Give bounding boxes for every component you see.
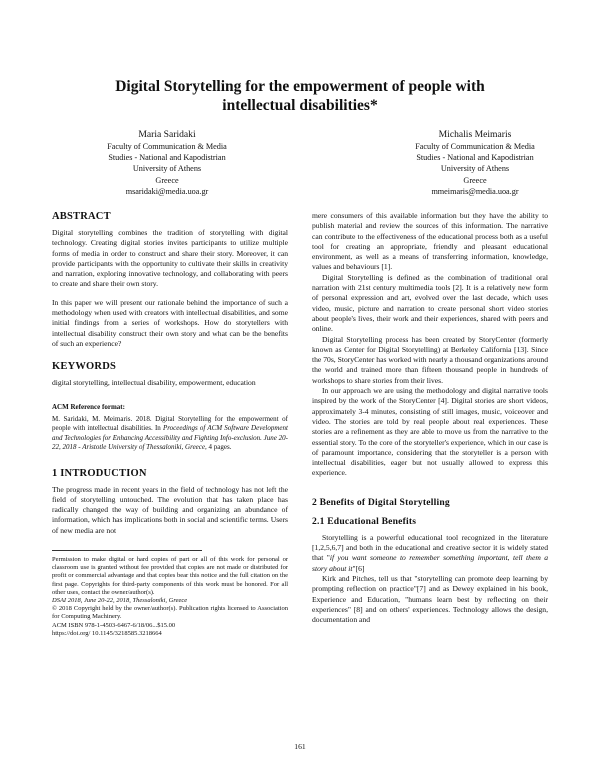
author-block-2 xyxy=(360,128,590,197)
footnote-permission: Permission to make digital or hard copies of part or all of this work for personal or classroom use is granted without fee provided that copies are not made or distributed for profit or commercial advantage and that copies bear this notice and the full citation on the first page. Copyrights for third-party components of this work must be honored. For all other uses, contact the owner/author(s). xyxy=(52,556,288,596)
author-email: mmeimaris@media.uoa.gr xyxy=(431,186,519,196)
title-line-2: intellectual disabilities* xyxy=(222,97,378,114)
author-dept: Studies - National and Kapodistrian xyxy=(108,153,226,163)
author-country: Greece xyxy=(155,175,179,185)
acm-reference-italic: Proceedings of ACM Software Development and Technologies for Enhancing Accessibility and Fighting Info-exclusion. June 20-22, 2018 - Aristotle University of Thessaloniki, Greece, xyxy=(52,424,288,452)
author-name: Maria Saridaki xyxy=(138,129,196,140)
author-name: Michalis Meimaris xyxy=(438,129,512,140)
body-paragraph: In our approach we are using the methodology and digital narrative tools inspired by the work of the StoryCenter [4]. Digital stories are short videos, approximately 3-4 minutes, consisting of still images, music, voiceover and video. The stories are told by real people about real experiences. These stories are a refinement as they are able to move us from the narrative to the essential story. To the core of the storyteller's experience, which in our case is of paramount importance, considering that the storyteller is a person with intellectual disabilities, eager but not usually allowed to express this experience. xyxy=(312,386,548,478)
acm-reference-plain: M. Saridaki, M. Meimaris. 2018. Digital Storytelling for the empowerment of people with intellectual disabilities. In xyxy=(52,414,288,433)
page-number: 161 xyxy=(294,742,306,751)
acm-reference-text xyxy=(52,415,288,453)
right-column xyxy=(312,211,548,625)
footnote-rule xyxy=(52,550,202,551)
section-2-heading: 2 Benefits of Digital Storytelling xyxy=(312,496,450,508)
acm-reference-heading: ACM Reference format: xyxy=(52,402,125,411)
abstract-heading: ABSTRACT xyxy=(52,211,111,222)
footnote-isbn: ACM ISBN 978-1-4503-6467-6/18/06...$15.00 xyxy=(52,621,176,629)
introduction-paragraph: The progress made in recent years in the field of technology has not left the field of storytelling untouched. The evolution that has taken place has radically changed the way of building and organizing an abundance of information, which has implications both in social and scientific terms. Users of new media are not xyxy=(52,484,288,535)
author-email: msaridaki@media.uoa.gr xyxy=(125,186,209,196)
author-country: Greece xyxy=(463,175,487,185)
body-paragraph: Digital Storytelling process has been created by StoryCenter (formerly known as Center for Digital Storytelling) at Berkeley California [13]. Since the 70s, StoryCenter has worked with nearly a thousand organizations around the world and trained more than fifteen thousand people in hundreds of workshops to share stories from their lives. xyxy=(312,334,548,385)
footnote-area xyxy=(52,550,288,638)
abstract-paragraph: In this paper we will present our rationale behind the importance of such a methodology when used with creators with intellectual disabilities, and some initial findings from a series of workshops. How do storytellers with intellectual disability construct their own story and what can be the benefits of such an experience? xyxy=(52,297,288,348)
abstract-paragraph: Digital storytelling combines the tradition of storytelling with digital technology. Creating digital stories invites participants to utilize multiple forms of media in order to construct and share their story. Moreover, it can provide participants with the opportunity to cultivate their skills in creativity and narration, exploring innovative technology, and collaborating with peers to create and share their own story. xyxy=(52,228,288,289)
acm-reference-end: 4 pages. xyxy=(206,443,232,452)
footnote-doi: https://doi.org/ 10.1145/3218585.3218664 xyxy=(52,629,162,637)
author-university: University of Athens xyxy=(132,164,202,174)
paper-title xyxy=(60,77,540,115)
body-text: "[6] xyxy=(352,563,365,573)
body-paragraph: mere consumers of this available information but they have the ability to publish material and review the sources of this information. The narrative can contribute to the effectiveness of the educational process both as a useful tool for creating an appropriate, friendly and pleasant educational environment, as well as a means of transferring information, knowledge, values and behaviours [1]. xyxy=(312,211,548,272)
keywords-heading: KEYWORDS xyxy=(52,361,117,373)
author-dept: Faculty of Communication & Media xyxy=(107,142,227,151)
body-paragraph: Kirk and Pitches, tell us that "storytelling can promote deep learning by prompting reflection on practice"[7] and as Dewey explained in his book, Experience and Education, "humans learn best by reflecting on their experiences" [8] and on others' experiences. Technology allows the design, documentation and xyxy=(312,573,548,625)
author-block-1 xyxy=(52,128,282,197)
author-dept: Studies - National and Kapodistrian xyxy=(416,153,534,163)
body-quote: if you want someone to remember something important, tell them a story about it xyxy=(312,553,548,573)
author-dept: Faculty of Communication & Media xyxy=(415,142,535,151)
body-text: Storytelling is a powerful educational tool recognized in the literature [1,2,5,6,7] and both in the educational and creative sector it is widely stated that " xyxy=(312,532,548,563)
footnote-copyright: © 2018 Copyright held by the owner/author(s). Publication rights licensed to Association for Computing Machinery. xyxy=(52,605,288,621)
footnote-conference: DSAI 2018, June 20-22, 2018, Thessaloniki, Greece xyxy=(52,597,188,605)
left-column xyxy=(52,211,288,638)
section-2-1-heading: 2.1 Educational Benefits xyxy=(312,515,417,527)
body-paragraph xyxy=(312,533,548,574)
author-university: University of Athens xyxy=(440,164,510,174)
introduction-heading: 1 INTRODUCTION xyxy=(52,467,147,479)
title-line-1: Digital Storytelling for the empowerment of people with xyxy=(115,78,485,95)
body-paragraph: Digital Storytelling is defined as the combination of traditional oral narration with 21st century multimedia tools [2]. It is a relatively new form of personal expression and art, evolved over the last decade, which uses video, music, picture and narration to create personal short video stories about people's lives, their work and their experiences, shared with peers and online. xyxy=(312,272,548,334)
keywords-text: digital storytelling, intellectual disability, empowerment, education xyxy=(52,378,256,388)
